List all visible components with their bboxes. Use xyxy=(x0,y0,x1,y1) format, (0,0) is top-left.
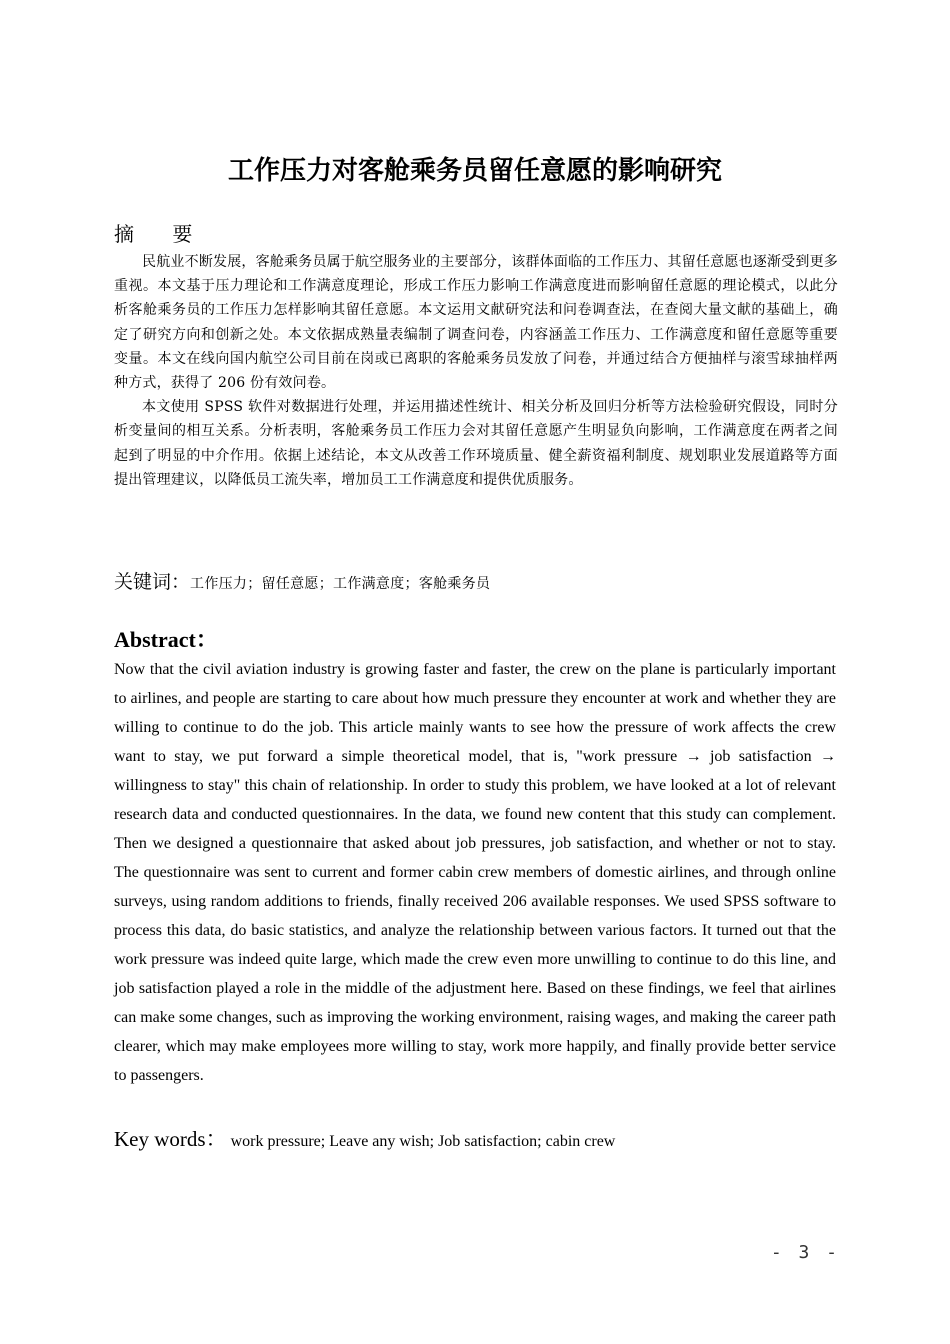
english-abstract-body xyxy=(114,655,836,1090)
chinese-abstract-heading: 摘 要 xyxy=(114,222,209,246)
english-keywords-label: Key words： xyxy=(114,1127,227,1151)
chinese-abstract-paragraph: 本文使用 SPSS 软件对数据进行处理，并运用描述性统计、相关分析及回归分析等方法检验研究假设，同时分析变量间的相互关系。分析表明，客舱乘务员工作压力会对其留任意愿产生明显负向影响，工作满意度在两者之间起到了明显的中介作用。依据上述结论，本文从改善工作环境质量、健全薪资福利制度、规划职业发展道路等方面提出管理建议，以降低员工流失率，增加员工工作满意度和提供优质服务。 xyxy=(114,399,838,488)
chinese-keywords-label: 关键词： xyxy=(114,571,191,593)
document-title: 工作压力对客舱乘务员留任意愿的影响研究 xyxy=(227,156,722,186)
chinese-keywords xyxy=(114,567,838,599)
english-keywords xyxy=(114,1124,836,1157)
page-number: - 3 - xyxy=(770,1242,840,1263)
chinese-abstract-body xyxy=(114,250,838,492)
chinese-abstract-paragraph: 民航业不断发展，客舱乘务员属于航空服务业的主要部分，该群体面临的工作压力、其留任意愿也逐渐受到更多重视。本文基于压力理论和工作满意度理论，形成工作压力影响工作满意度进而影响留任意愿的理论模式，以此分析客舱乘务员的工作压力怎样影响其留任意愿。本文运用文献研究法和问卷调查法，在查阅大量文献的基础上，确定了研究方向和创新之处。本文依据成熟量表编制了调查问卷，内容涵盖工作压力、工作满意度和留任意愿等重要变量。本文在线向国内航空公司目前在岗或已离职的客舱乘务员发放了问卷，并通过结合方便抽样与滚雪球抽样两种方式，获得了 206 份有效问卷。 xyxy=(114,254,838,392)
chinese-keywords-text: 工作压力；留任意愿；工作满意度；客舱乘务员 xyxy=(190,576,491,592)
english-abstract-heading: Abstract： xyxy=(114,627,218,652)
english-abstract-paragraph: Now that the civil aviation industry is growing faster and faster, the crew on the plane is particularly important to airlines, and people are starting to care about how much pressure they encounter at work and whether they are willing to continue to do the job. This article mainly wants to see how the pressure of work affects the crew want to stay, we put forward a simple theoretical model, that is, "work pressure → job satisfaction → willingness to stay" this chain of relationship. In order to study this problem, we have looked at a lot of relevant research data and conducted questionnaires. In the data, we found new content that this study can complement. Then we designed a questionnaire that asked about job pressures, job satisfaction, and whether or not to stay. The questionnaire was sent to current and former cabin crew members of domestic airlines, and through online surveys, using random additions to friends, finally received 206 available responses. We used SPSS software to process this data, do basic statistics, and analyze the relationship between various factors. It turned out that the work pressure was indeed quite large, which made the crew even more unwilling to continue to do this line, and job satisfaction played a role in the middle of the adjustment here. Based on these findings, we feel that airlines can make some changes, such as improving the working environment, raising wages, and making the career path clearer, which may make employees more willing to stay, work more happily, and finally provide better service to passengers. xyxy=(114,661,836,1084)
english-keywords-text: work pressure; Leave any wish; Job satisfaction; cabin crew xyxy=(230,1133,616,1150)
